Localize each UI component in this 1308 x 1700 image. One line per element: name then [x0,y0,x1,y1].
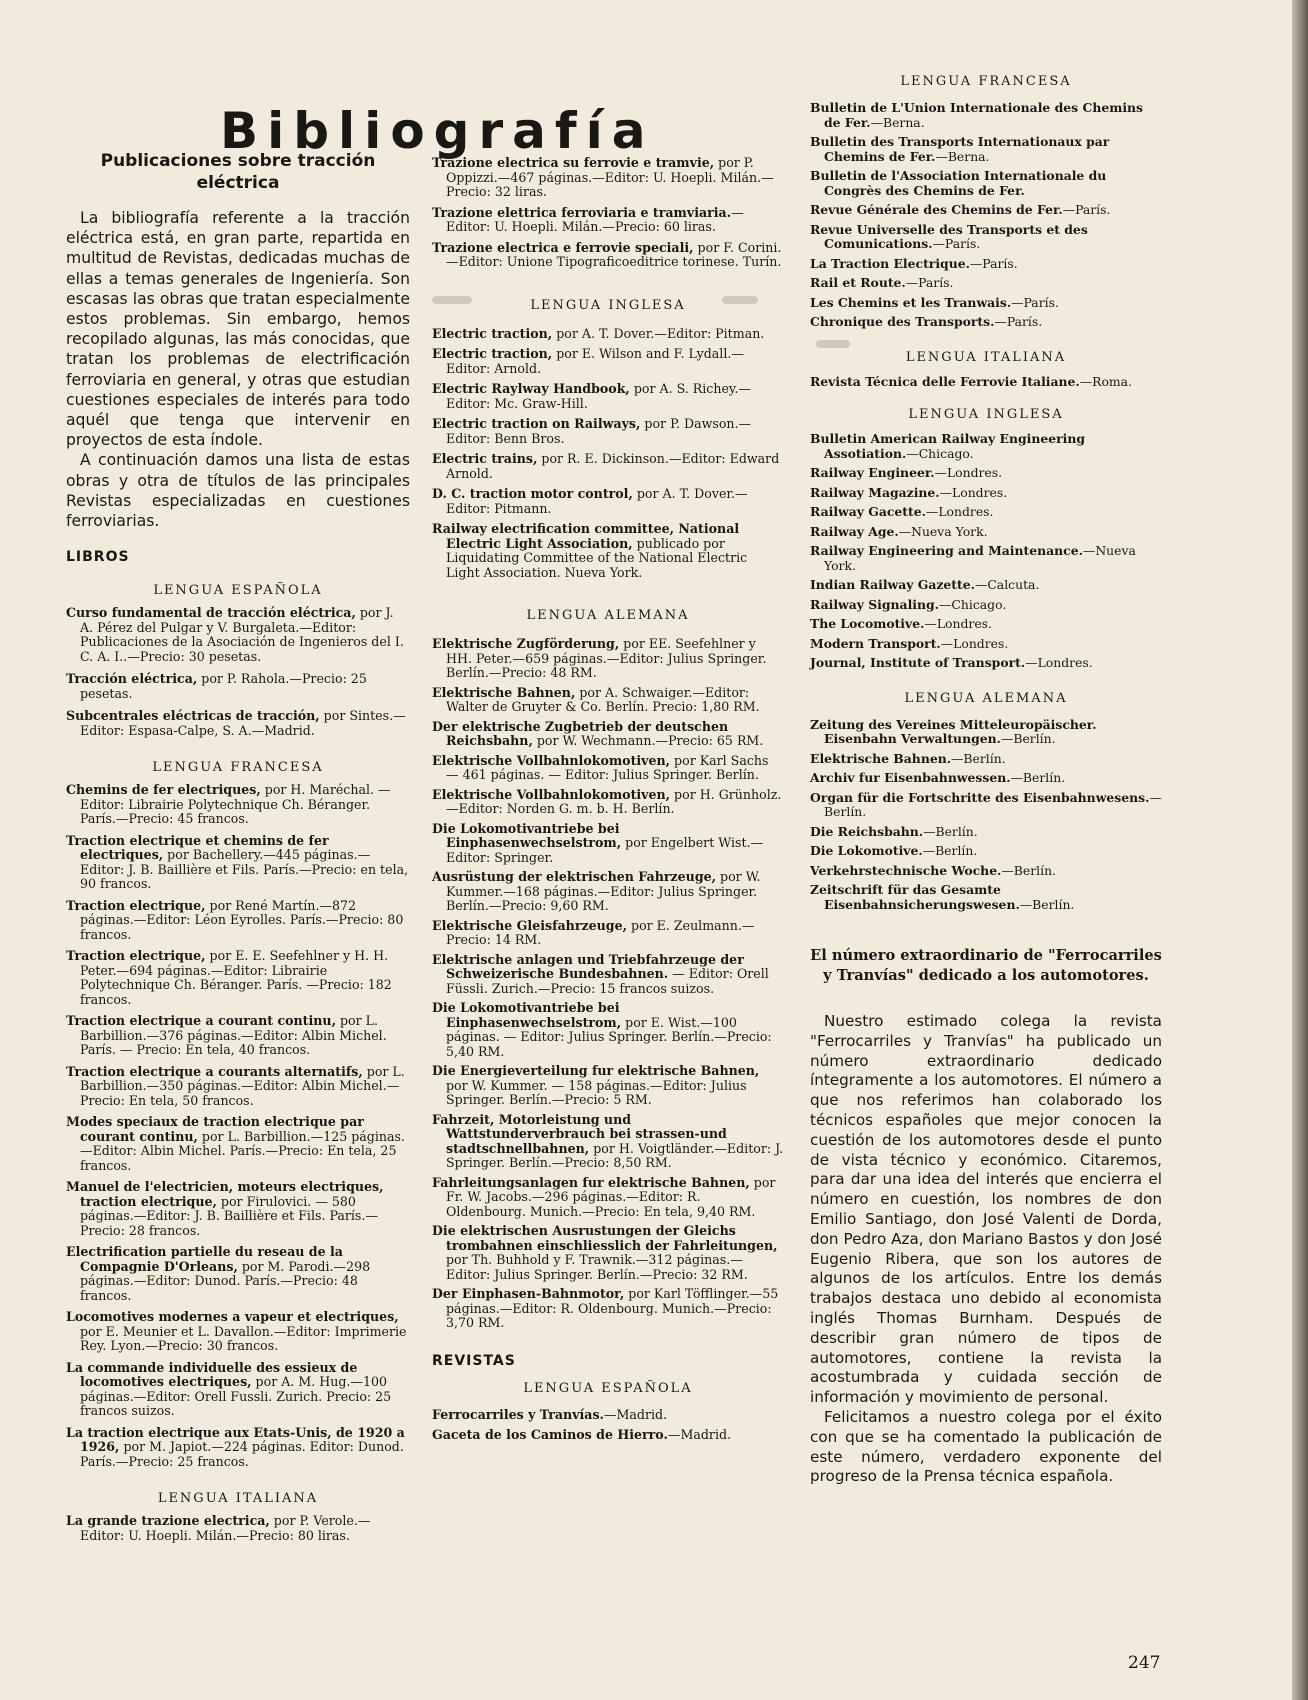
bibliography-entry [810,375,1162,390]
entry-title: Modern Transport. [810,635,941,651]
entry-title: Elektrische anlagen und Triebfahrzeuge der Schweizerische Bundesbahnen. [432,951,744,981]
entry-title: Railway Magazine. [810,484,940,500]
entry-title: Der Einphasen-Bahnmotor, [432,1286,625,1301]
binding-edge [1292,0,1308,1700]
intro-paragraph: La bibliografía referente a la tracción eléctrica está, en gran parte, repartida en multitud de Revistas, dedicadas muchas de ellas a temas generales de Ingeniería. Son escasas las obras que tratan especialmente estos problemas. Sin embargo, hemos recopilado algunas, las más conocidas, que tratan los problemas de electrificación ferroviaria en general, y otras que estudian cuestiones especiales de interés para todo aquél que tenga que intervenir en proyectos de esta índole. [66,209,410,450]
bibliography-entry [810,432,1162,461]
bibliography-entry [810,656,1162,671]
bibliography-entry [810,598,1162,613]
bibliography-entry [66,899,410,943]
column-middle [432,156,784,1443]
language-heading: LENGUA ALEMANA [526,608,690,623]
entry-list-revistas-inglesa [810,432,1162,671]
entry-details: por Fr. W. Jacobs.—296 páginas.—Editor: R. Oldenbourg. Munich.—Precio: En tela, 9,40 RM. [446,1174,776,1219]
entry-details: —Berna. [935,148,990,164]
bibliography-entry [66,1014,410,1058]
entry-details: por H. Grünholz.—Editor: Norden G. m. b. H. Berlín. [446,786,782,816]
entry-title: Tracción eléctrica, [66,671,198,687]
bibliography-entry [432,870,784,914]
bibliography-entry [810,544,1162,573]
entry-title: Railway electrification committee, National Electric Light Association, [432,521,740,551]
entry-details: por E. Wilson and F. Lydall.—Editor: Arnold. [446,346,744,376]
entry-details: por E. Wist.—100 páginas. — Editor: Julius Springer. Berlín.—Precio: 5,40 RM. [446,1014,772,1059]
bibliography-entry [66,606,410,664]
entry-title: Die Lokomotive. [810,843,923,858]
entry-details: —Berlín. [922,843,978,858]
entry-title: Der elektrische Zugbetrieb der deutschen Reichsbahn, [432,718,729,748]
entry-details: —Londres. [939,484,1008,500]
entry-details: por P. Oppizzi.—467 páginas.—Editor: U. Hoepli. Milán.—Precio: 32 liras. [446,155,774,199]
bibliography-entry [810,315,1162,330]
entry-details: —Berlín. [951,750,1006,766]
bibliography-entry [810,578,1162,593]
bibliography-entry [432,1428,784,1443]
bibliography-entry [432,720,784,749]
entry-title: Revista Técnica delle Ferrovie Italiane. [810,373,1080,389]
entry-details: por Engelbert Wist.—Editor: Springer. [446,835,764,865]
entry-details: por E. E. Seefehlner y H. H. Peter.—694 páginas.—Editor: Librairie Polytechnique Ch. Béranger. París. —Precio: 182 francos. [80,948,392,1007]
entry-details: por F. Corini.—Editor: Unione Tipograficoeditrice torinese. Turín. [446,239,782,269]
entry-title: Verkehrstechnische Woche. [810,862,1002,878]
entry-list-libros-francesa [66,783,410,1469]
entry-title: Railway Gacette. [810,504,926,519]
entry-title: Indian Railway Gazette. [810,577,975,592]
entry-details: por H. Maréchal. — Editor: Librairie Polytechnique Ch. Béranger. París.—Precio: 45 francos. [80,782,391,827]
bibliography-entry [66,949,410,1007]
language-heading: LENGUA ITALIANA [157,1491,319,1507]
entry-title: Ausrüstung der elektrischen Fahrzeuge, [432,869,717,884]
bibliography-entry [66,672,410,701]
entry-details: por Firulovici. — 580 páginas.—Editor: J. B. Baillière et Fils. París.—Precio: 28 francos. [80,1193,378,1238]
entry-details: por A. T. Dover.—Editor: Pitmann. [446,486,748,516]
entry-title: Bulletin de L'Union Internationale des Chemins de Fer. [810,100,1144,130]
bibliography-entry [432,327,784,342]
news-text [810,1012,1162,1487]
entry-details: —Berna. [870,114,925,130]
language-heading: LENGUA ESPAÑOLA [153,583,323,599]
entry-title: Gaceta de los Caminos de Hierro. [432,1427,668,1442]
bibliography-entry [432,919,784,948]
entry-details: por Karl Sachs — 461 páginas. — Editor: Julius Springer. Berlín. [446,752,769,782]
entry-details: —Nueva York. [898,523,988,539]
entry-details: —Londres. [924,616,992,631]
entry-title: Traction electrique a courants alternatifs, [66,1063,363,1079]
entry-details: —Londres. [925,504,994,519]
column-left [66,150,410,1543]
entry-list-revistas-alemana [810,718,1162,913]
bibliography-entry [810,101,1162,130]
entry-details: —Berlín. [1019,896,1075,912]
print-smudge [722,296,758,304]
entry-list-libros-italiana-cont [432,156,784,270]
print-smudge [816,340,850,348]
entry-details: por E. Meunier et L. Davallon.—Editor: Imprimerie Rey. Lyon.—Precio: 30 francos. [80,1323,407,1354]
bibliography-entry [432,206,784,235]
bibliography-entry [810,844,1162,859]
entry-title: Zeitung des Vereines Mitteleuropäischer. Eisenbahn Verwaltungen. [810,716,1097,746]
entry-details: por L. Barbillion.—376 páginas.—Editor: Albin Michel. París. — Precio: En tela, 40 francos. [80,1013,387,1058]
entry-details: por René Martín.—872 páginas.—Editor: Léon Eyrolles. París.—Precio: 80 francos. [80,897,404,942]
entry-title: Journal, Institute of Transport. [810,655,1026,670]
entry-title: Traction electrique, [66,897,206,913]
news-title: El número extraordinario de "Ferrocarriles y Tranvías" dedicado a los automotores. [810,947,1162,984]
entry-details: por Sintes.—Editor: Espasa-Calpe, S. A.—Madrid. [80,708,406,738]
entry-details: —Berlín. [1001,862,1056,878]
bibliography-entry [432,637,784,681]
entry-title: Manuel de l'electricien, moteurs electriques, traction electrique, [66,1179,384,1209]
entry-list-revistas-espanola [432,1408,784,1443]
bibliography-entry [432,1224,784,1282]
bibliography-entry [432,686,784,715]
intro-text [66,208,410,531]
bibliography-entry [432,487,784,516]
bibliography-entry [432,452,784,481]
entry-details: por Karl Töfflinger.—55 páginas.—Editor: R. Oldenbourg. Munich.—Precio: 3,70 RM. [446,1286,779,1330]
news-paragraph: Nuestro estimado colega la revista "Ferrocarriles y Tranvías" ha publicado un número extraordinario dedicado íntegramente a los automotores. El número a que nos referimos han colaborado los técnicos españoles que mejor conocen la cuestión de los automotores desde el punto de vista técnico y económico. Citaremos, para dar una idea del interés que encierra el número en cuestión, los nombres de don Emilio Santiago, don José Valenti de Dorda, don Pedro Aza, don Mariano Bastos y don José Eugenio Ribera, que son los autores de algunos de los artículos. Entre los demás trabajos destaca uno debido al economista inglés Thomas Burnham. Después de describir gran número de tipos de automotores, contiene la revista la acostumbrada y cuidada sección de información y movimiento de personal. [810,1012,1162,1407]
bibliography-entry [810,864,1162,879]
bibliography-entry [66,1115,410,1173]
bibliography-entry [432,822,784,866]
entry-details: —París. [969,255,1018,271]
column-right [810,74,1162,1487]
entry-title: Electric traction, [432,346,553,361]
entry-details: —Londres. [934,465,1003,480]
entry-title: Die Lokomotivantriebe bei Einphasenwechselstrom, [432,1000,622,1030]
entry-details: —Londres. [940,635,1009,651]
bibliography-entry [432,1287,784,1331]
bibliography-entry [810,135,1162,164]
entry-title: Les Chemins et les Tranwais. [810,294,1012,310]
entry-details: por P. Rahola.—Precio: 25 pesetas. [80,671,367,701]
entry-details: por L. Barbillion.—350 páginas.—Editor: Albin Michel.—Precio: En tela, 50 francos. [80,1063,405,1108]
entry-details: — Editor: Orell Füssli. Zurich.—Precio: 15 francos suizos. [446,966,769,996]
bibliography-entry [432,347,784,376]
entry-list-revistas-italiana [810,375,1162,390]
entry-title: La Traction Electrique. [810,255,970,271]
entry-title: Elektrische Bahnen. [810,750,952,766]
entry-details: —Madrid. [603,1406,668,1422]
entry-title: Organ für die Fortschritte des Eisenbahnwesens. [810,789,1150,805]
entry-details: por W. Kummer. — 158 páginas.—Editor: Julius Springer. Berlín.—Precio: 5 RM. [446,1077,747,1107]
bibliography-entry [432,1113,784,1171]
entry-title: The Locomotive. [810,616,925,631]
bibliography-entry [810,257,1162,272]
entry-title: Bulletin de l'Association Internationale du Congrès des Chemins de Fer. [810,168,1107,198]
entry-details: por A. Schwaiger.—Editor: Walter de Gruyter & Co. Berlín. Precio: 1,80 RM. [446,684,760,714]
entry-details: —Editor: U. Hoepli. Milán.—Precio: 60 liras. [446,204,744,234]
bibliography-entry [810,771,1162,786]
entry-title: Zeitschrift für das Gesamte Eisenbahnsicherungswesen. [810,882,1020,912]
intro-paragraph: A continuación damos una lista de estas obras y otra de títulos de las principales Revistas especializadas en cuestiones ferroviarias. [66,451,410,531]
bibliography-entry [432,156,784,200]
section-title: Publicaciones sobre tracción eléctrica [100,151,376,193]
entry-title: Railway Signaling. [810,596,939,612]
bibliography-entry [810,486,1162,501]
bibliography-entry [810,525,1162,540]
category-heading-revistas: REVISTAS [432,1352,516,1369]
entry-title: Railway Engineer. [810,465,935,480]
bibliography-entry [432,1408,784,1423]
entry-details: —Madrid. [667,1427,732,1442]
entry-title: Bulletin American Railway Engineering Assotiation. [810,431,1086,461]
entry-title: Traction electrique et chemins de fer electriques, [66,832,329,863]
entry-list-libros-italiana [66,1514,410,1543]
entry-title: Railway Engineering and Maintenance. [810,543,1083,558]
entry-title: Rail et Route. [810,275,906,290]
language-heading: LENGUA ALEMANA [904,690,1068,706]
entry-details: por J. A. Pérez del Pulgar y V. Burgaleta.—Editor: Publicaciones de la Asociación de Ingenieros del I. C. A. I..—Precio: 30 pesetas. [80,605,404,664]
bibliography-entry [810,505,1162,520]
bibliography-entry [810,791,1162,820]
bibliography-entry [66,1065,410,1109]
entry-details: por EE. Seefehlner y HH. Peter.—659 páginas.—Editor: Julius Springer. Berlín.—Precio: 48 RM. [446,636,767,680]
entry-title: Archiv fur Eisenbahnwessen. [810,770,1011,785]
bibliography-entry [810,718,1162,747]
entry-list-libros-espanola [66,606,410,738]
bibliography-entry [432,1176,784,1220]
entry-details: —Berlín. [923,823,978,839]
entry-title: Curso fundamental de tracción eléctrica, [66,605,356,621]
entry-title: Elektrische Bahnen, [432,684,576,700]
language-heading: LENGUA ITALIANA [905,349,1067,365]
bibliography-entry [66,1245,410,1303]
entry-details: —Chicago. [906,445,974,461]
bibliography-entry [810,883,1162,912]
entry-list-libros-inglesa [432,327,784,581]
bibliography-entry [810,223,1162,252]
entry-title: Electric Raylway Handbook, [432,381,630,396]
bibliography-entry [810,276,1162,291]
entry-details: por P. Dawson.—Editor: Benn Bros. [446,416,752,446]
entry-title: Traction electrique a courant continu, [66,1013,336,1029]
entry-title: Die elektrischen Ausrustungen der Gleichs trombahnen einschliesslich der Fahrleitungen, [432,1223,778,1253]
bibliography-entry [66,1514,410,1543]
entry-details: por Bachellery.—445 páginas.—Editor: J. B. Baillière et Fils. París.—Precio: en tela, 90 francos. [80,847,409,892]
bibliography-entry [432,417,784,446]
bibliography-entry [810,296,1162,311]
entry-details: por M. Japiot.—224 páginas. Editor: Dunod. París.—Precio: 25 francos. [80,1439,404,1469]
entry-title: D. C. traction motor control, [432,486,633,501]
bibliography-entry [810,203,1162,218]
entry-details: publicado por Liquidating Committee of the National Electric Light Association. Nueva York. [446,535,748,580]
entry-title: Electric traction on Railways, [432,416,641,431]
entry-title: Elektrische Zugförderung, [432,636,620,651]
entry-details: por A. S. Richey.—Editor: Mc. Graw-Hill. [446,381,751,411]
entry-title: Chronique des Transports. [810,314,995,329]
print-smudge [432,296,472,304]
entry-details: —París. [905,275,954,290]
language-heading: LENGUA INGLESA [908,407,1064,422]
entry-title: Electrification partielle du reseau de la Compagnie D'Orleans, [66,1244,343,1274]
entry-title: La grande trazione electrica, [66,1513,270,1529]
bibliography-entry [432,241,784,270]
bibliography-entry [66,834,410,892]
bibliography-entry [66,1426,410,1470]
entry-details: por M. Parodi.—298 páginas.—Editor: Dunod. París.—Precio: 48 francos. [80,1258,371,1303]
entry-details: —Berlín. [1000,731,1056,746]
entry-details: por R. E. Dickinson.—Editor: Edward Arnold. [446,451,780,481]
bibliography-entry [810,752,1162,767]
bibliography-entry [432,1064,784,1108]
entry-title: Die Energieverteilung fur elektrische Bahnen, [432,1063,760,1078]
category-heading-libros: LIBROS [66,549,130,566]
entry-title: Electric trains, [432,451,538,466]
entry-list-libros-alemana [432,637,784,1331]
entry-details: por A. T. Dover.—Editor: Pitman. [552,325,765,341]
entry-title: Trazione elettrica ferroviaria e tramviaria. [432,204,732,220]
language-heading: LENGUA FRANCESA [152,760,324,776]
entry-details: por Th. Buhhold y F. Trawnik.—312 páginas.—Editor: Julius Springer. Berlín.—Precio: 32 RM. [446,1252,748,1282]
bibliography-entry [810,169,1162,198]
entry-title: Fahrzeit, Motorleistung und Wattstunderverbrauch bei strassen-und stadtschnellbahnen, [432,1111,727,1156]
entry-title: Railway Age. [810,523,899,539]
entry-details: por E. Zeulmann.—Precio: 14 RM. [446,917,755,947]
page-title: Bibliografía [220,101,655,160]
entry-details: —París. [932,236,981,251]
entry-details: por H. Voigtländer.—Editor: J. Springer. Berlín.—Precio: 8,50 RM. [446,1140,784,1170]
entry-details: por L. Barbillion.—125 páginas.—Editor: Albin Michel. París.—Precio: En tela, 25 francos. [80,1128,405,1173]
entry-details: por A. M. Hug.—100 páginas.—Editor: Orell Fussli. Zurich. Precio: 25 francos suizos. [80,1374,392,1419]
entry-title: Trazione electrica e ferrovie speciali, [432,239,694,255]
entry-title: La commande individuelle des essieux de locomotives electriques, [66,1359,358,1390]
bibliography-entry [66,709,410,738]
entry-title: Subcentrales eléctricas de tracción, [66,708,320,724]
bibliography-entry [432,953,784,997]
entry-title: Elektrische Vollbahnlokomotiven, [432,752,671,768]
bibliography-entry [432,754,784,783]
entry-title: Bulletin des Transports Internationaux par Chemins de Fer. [810,134,1110,164]
entry-title: Elektrische Gleisfahrzeuge, [432,917,627,933]
entry-details: por W. Kummer.—168 páginas.—Editor: Julius Springer. Berlín.—Precio: 9,60 RM. [446,869,761,913]
bibliography-entry [810,637,1162,652]
entry-details: —Berlín. [1010,770,1066,785]
bibliography-entry [66,783,410,827]
bibliography-entry [432,522,784,580]
entry-details: —Berlín. [824,789,1162,819]
language-heading: LENGUA ESPAÑOLA [523,1380,693,1396]
entry-title: Modes speciaux de traction electrique par courant continu, [66,1114,364,1144]
entry-title: Revue Universelle des Transports et des Comunications. [810,221,1088,251]
news-paragraph: Felicitamos a nuestro colega por el éxito con que se ha comentado la publicación de este número, verdadero exponente del progreso de la Prensa técnica española. [810,1407,1162,1486]
language-heading: LENGUA FRANCESA [900,74,1072,89]
entry-details: —Londres. [1025,655,1093,670]
bibliography-entry [432,382,784,411]
entry-title: La traction electrique aux Etats-Unis, de 1920 a 1926, [66,1424,405,1455]
entry-list-revistas-francesa [810,101,1162,330]
entry-details: —Nueva York. [824,543,1136,573]
entry-title: Locomotives modernes a vapeur et electriques, [66,1309,399,1325]
language-heading: LENGUA INGLESA [530,297,686,313]
entry-details: —París. [1011,294,1059,310]
bibliography-entry [66,1361,410,1419]
entry-title: Fahrleitungsanlagen fur elektrische Bahnen, [432,1174,750,1190]
page-number: 247 [1128,1653,1161,1673]
bibliography-entry [432,788,784,817]
bibliography-entry [810,466,1162,481]
entry-title: Revue Générale des Chemins de Fer. [810,202,1063,217]
entry-title: Die Lokomotivantriebe bei Einphasenwechselstrom, [432,820,622,850]
entry-details: —Calcuta. [974,577,1040,592]
bibliography-entry [432,1001,784,1059]
entry-title: Ferrocarriles y Tranvías. [432,1406,604,1422]
entry-details: por W. Wechmann.—Precio: 65 RM. [532,733,764,748]
entry-title: Traction electrique, [66,948,206,964]
entry-details: —Roma. [1079,373,1133,389]
entry-title: Electric traction, [432,325,553,341]
bibliography-entry [66,1180,410,1238]
bibliography-entry [810,825,1162,840]
bibliography-entry [66,1310,410,1354]
entry-title: Chemins de fer electriques, [66,782,261,798]
entry-title: Elektrische Vollbahnlokomotiven, [432,786,671,802]
entry-details: —París. [994,314,1043,329]
entry-details: por P. Verole.—Editor: U. Hoepli. Milán.—Precio: 80 liras. [80,1513,371,1543]
entry-title: Die Reichsbahn. [810,823,924,839]
entry-details: —Chicago. [939,596,1007,612]
entry-title: Trazione electrica su ferrovie e tramvie, [432,155,715,170]
entry-details: —París. [1062,202,1111,217]
bibliography-entry [810,617,1162,632]
